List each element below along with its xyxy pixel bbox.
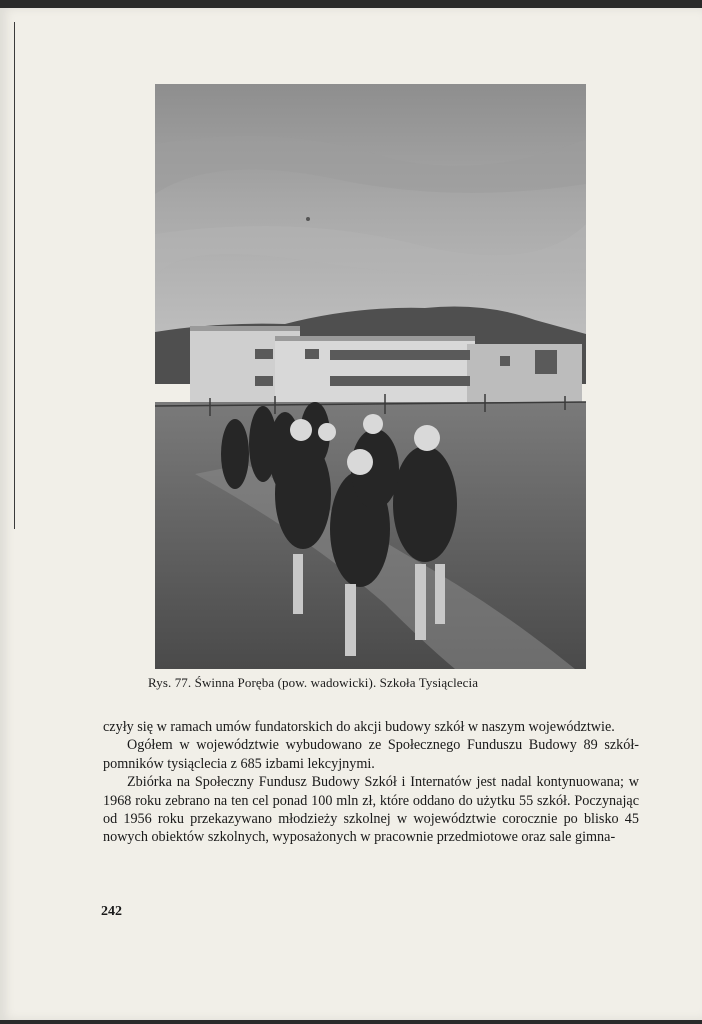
- figure-caption: Rys. 77. Świnna Poręba (pow. wadowicki). Szkoła Tysiąclecia: [148, 675, 479, 690]
- paragraph: czyły się w ramach umów fundatorskich do akcji budowy szkół w naszym województwie.: [103, 719, 615, 735]
- figure-photo: [155, 84, 586, 669]
- paragraph: Zbiórka na Społeczny Fundusz Budowy Szkół i Internatów jest nadal kontynuowana; w 1968 roku zebrano na ten cel ponad 100 mln zł, które oddano do użytku 55 szkół. Poczynając od 1956 roku przekazywano młodzieży szkolnej w województwie corocznie po blisko 45 nowych obiektów szkolnych, wyposażonych w pracownie przedmiotowe oraz sale gimna-: [103, 774, 639, 846]
- body-text: [103, 718, 639, 847]
- page-number: 242: [101, 904, 122, 919]
- paragraph: Ogółem w województwie wybudowano ze Społecznego Funduszu Budowy 89 szkół-pomników tysiąclecia z 685 izbami lekcyjnymi.: [103, 737, 639, 772]
- book-page: [0, 8, 702, 1020]
- margin-line: [14, 22, 15, 529]
